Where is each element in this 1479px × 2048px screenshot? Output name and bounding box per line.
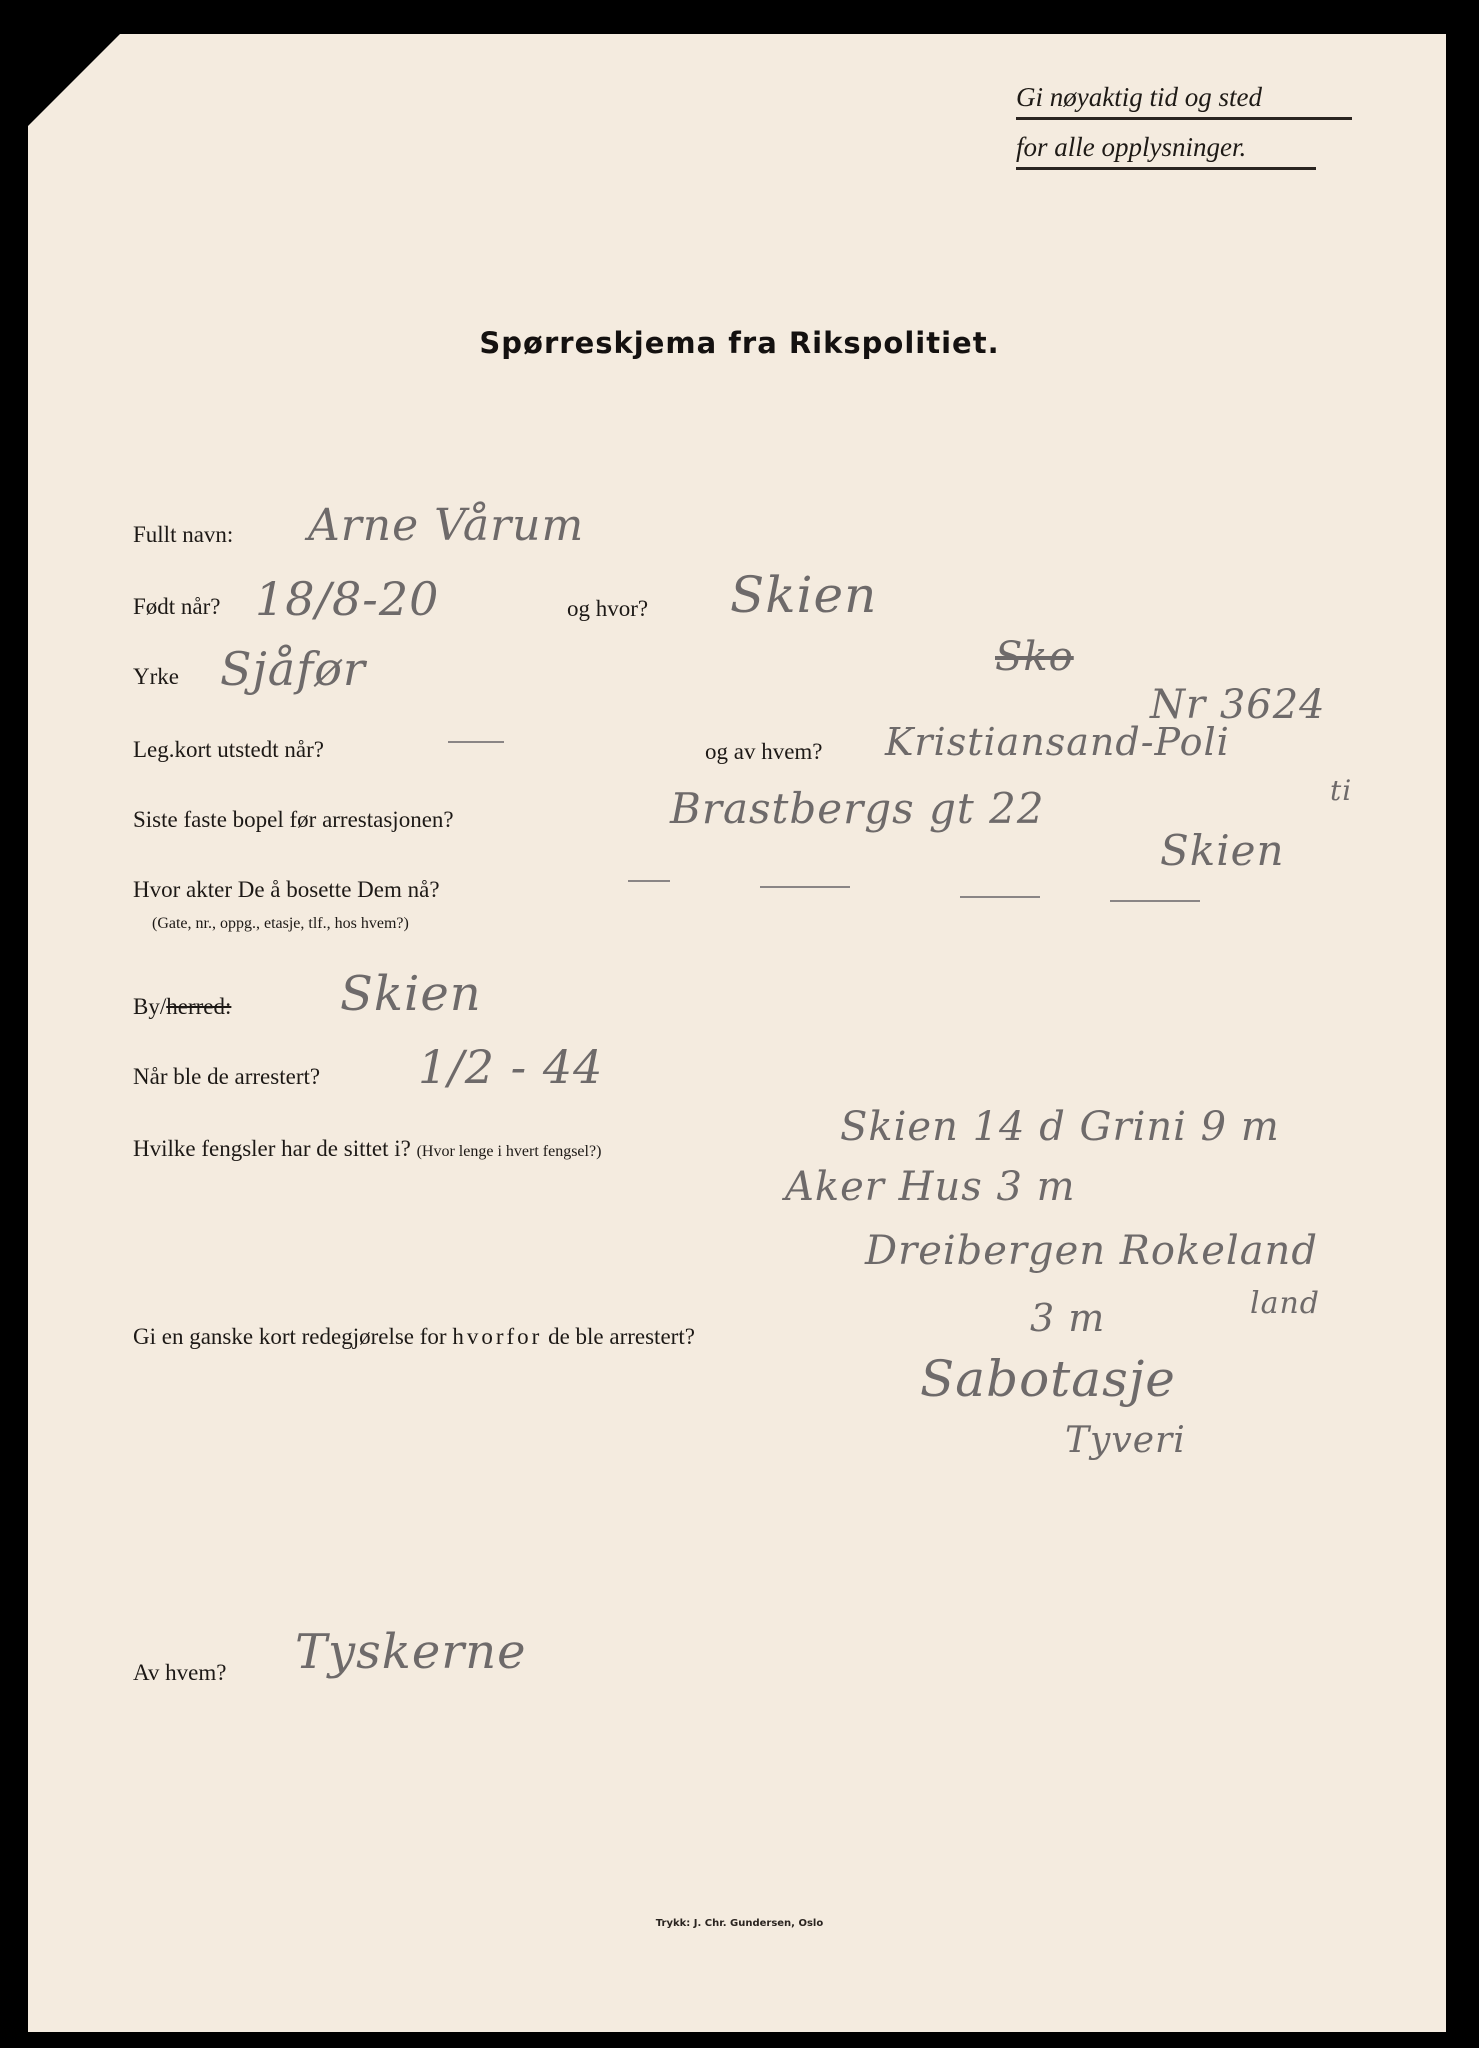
answer-town: Skien [340, 966, 482, 1022]
blank-dash [760, 886, 850, 888]
answer-last-residence-town: Skien [1160, 826, 1285, 875]
label-issued-by: og av hvem? [705, 739, 823, 764]
label-arrest-reason: Gi en ganske kort redegjørelse for hvorfor de ble arrestert? [133, 1324, 695, 1349]
answer-struck-word: Sko [995, 634, 1074, 680]
blank-dash [628, 880, 670, 882]
answer-prisons-line-4: 3 m [1030, 1296, 1106, 1340]
form-title: Spørreskjema fra Rikspolitiet. [479, 326, 1000, 360]
label-occupation: Yrke [133, 664, 179, 689]
answer-issued-by-cont: ti [1330, 774, 1353, 807]
instruction-notice [1016, 80, 1352, 180]
blank-dash [960, 896, 1040, 898]
label-prisons: Hvilke fengsler har de sittet i? (Hvor lenge i hvert fengsel?) [133, 1136, 602, 1161]
answer-id-number: Nr 3624 [1150, 682, 1326, 728]
label-intended-residence-hint: (Gate, nr., oppg., etasje, tlf., hos hvem?) [152, 915, 409, 932]
answer-arrested-by: Tyskerne [295, 1624, 527, 1680]
printer-imprint: Trykk: J. Chr. Gundersen, Oslo [655, 1918, 824, 1929]
label-full-name: Fullt navn: [133, 522, 234, 547]
answer-arrested-when: 1/2 - 44 [418, 1040, 604, 1094]
answer-prisons-line-4b: land [1250, 1286, 1321, 1321]
answer-last-residence: Brastbergs gt 22 [670, 784, 1045, 833]
label-arrested-by: Av hvem? [133, 1660, 227, 1685]
answer-reason-2: Tyveri [1065, 1420, 1186, 1461]
label-id-card-issued: Leg.kort utstedt når? [133, 737, 324, 762]
answer-occupation: Sjåfør [220, 642, 366, 696]
notice-line-2: for alle opplysninger. [1016, 130, 1316, 170]
answer-prisons-line-1: Skien 14 d Grini 9 m [840, 1104, 1280, 1150]
answer-born-when: 18/8-20 [255, 572, 440, 626]
label-arrested-when: Når ble de arrestert? [133, 1064, 321, 1089]
notice-line-1: Gi nøyaktig tid og sted [1016, 80, 1352, 120]
blank-dash [1110, 900, 1200, 902]
answer-prisons-line-3: Dreibergen Rokeland [865, 1228, 1318, 1274]
answer-full-name: Arne Vårum [308, 500, 585, 551]
answer-prisons-line-2: Aker Hus 3 m [785, 1164, 1076, 1210]
label-born-where: og hvor? [567, 596, 649, 621]
label-town-municipality: By/herred: [133, 994, 232, 1019]
answer-reason-1: Sabotasje [920, 1350, 1176, 1408]
label-born-when: Født når? [133, 594, 221, 619]
label-last-residence: Siste faste bopel før arrestasjonen? [133, 807, 454, 832]
answer-born-where: Skien [730, 566, 878, 624]
answer-issued-by: Kristiansand-Poli [885, 720, 1230, 764]
label-intended-residence: Hvor akter De å bosette Dem nå? [133, 877, 440, 902]
blank-dash [448, 741, 504, 743]
